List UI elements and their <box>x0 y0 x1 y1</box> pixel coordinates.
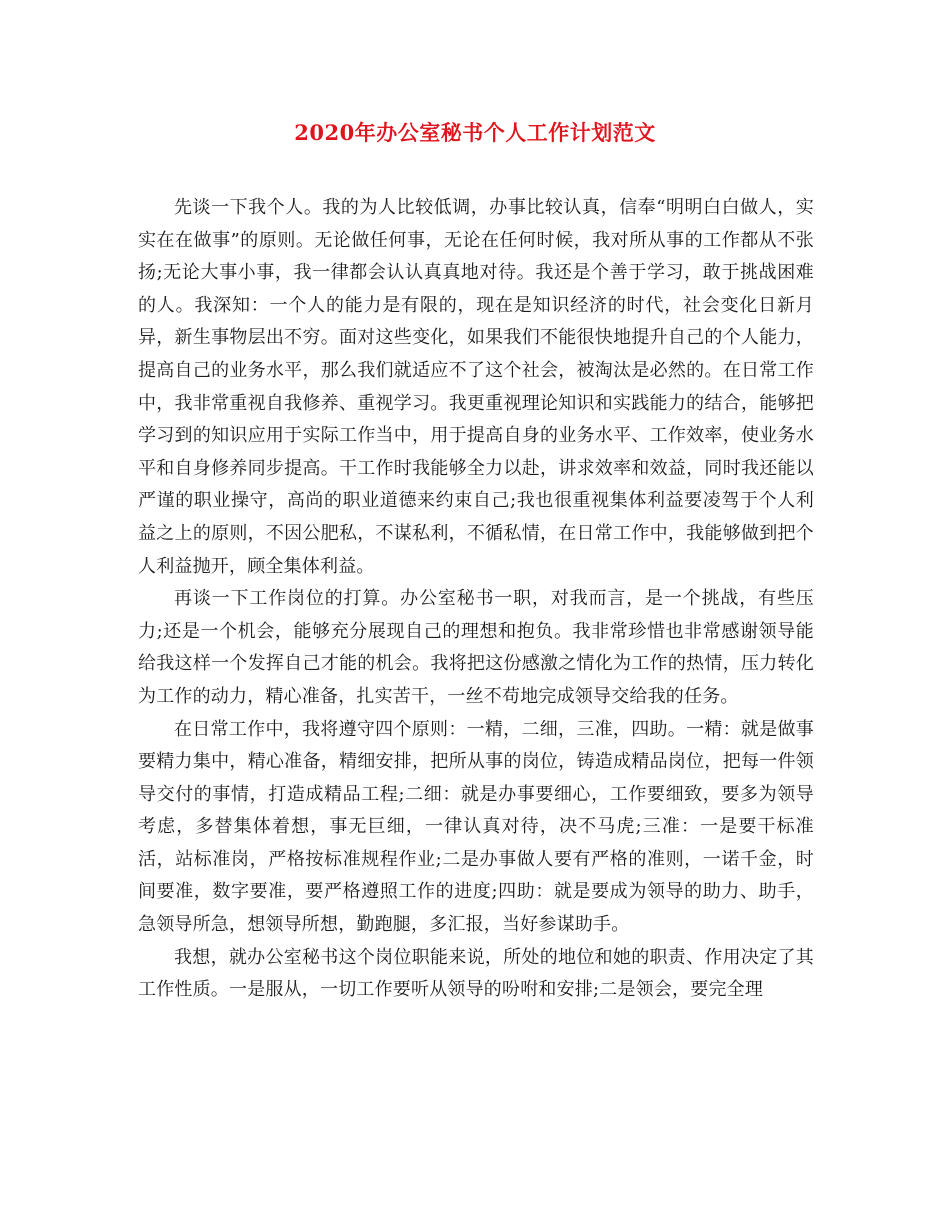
paragraph-job-nature: 我想，就办公室秘书这个岗位职能来说，所处的地位和她的职责、作用决定了其工作性质。一是服从，一切工作要听从领导的吩咐和安排;二是领会，要完全理 <box>138 946 814 1001</box>
paragraph-personal-intro: 先谈一下我个人。我的为人比较低调，办事比较认真，信奉“明明白白做人，实实在在做事”的原则。无论做任何事，无论在任何时候，我对所从事的工作都从不张扬;无论大事小事，我一律都会认认真真地对待。我还是个善于学习，敢于挑战困难的人。我深知：一个人的能力是有限的，现在是知识经济的时代，社会变化日新月异，新生事物层出不穷。面对这些变化，如果我们不能很快地提升自己的个人能力，提高自己的业务水平，那么我们就适应不了这个社会，被淘汰是必然的。在日常工作中，我非常重视自我修养、重视学习。我更重视理论知识和实践能力的结合，能够把学习到的知识应用于实际工作当中，用于提高自身的业务水平、工作效率，使业务水平和自身修养同步提高。干工作时我能够全力以赴，讲求效率和效益，同时我还能以严谨的职业操守，高尚的职业道德来约束自己;我也很重视集体利益要凌驾于个人利益之上的原则，不因公肥私，不谋私利，不循私情，在日常工作中，我能够做到把个人利益抛开，顾全集体利益。 <box>138 197 814 577</box>
paragraph-job-plan: 再谈一下工作岗位的打算。办公室秘书一职，对我而言，是一个挑战，有些压力;还是一个机会，能够充分展现自己的理想和抱负。我非常珍惜也非常感谢领导能给我这样一个发挥自己才能的机会。我将把这份感激之情化为工作的热情，压力转化为工作的动力，精心准备，扎实苦干，一丝不苟地完成领导交给我的任务。 <box>138 588 814 707</box>
document-title: 2020年办公室秘书个人工作计划范文 <box>294 120 656 145</box>
paragraph-four-principles: 在日常工作中，我将遵守四个原则：一精，二细，三准，四助。一精：就是做事要精力集中，精心准备，精细安排，把所从事的岗位，铸造成精品岗位，把每一件领导交付的事情，打造成精品工程;二细：就是办事要细心，工作要细致，要多为领导考虑，多替集体着想，事无巨细，一律认真对待，决不马虎;三准：一是要干标准活，站标准岗，严格按标准规程作业;二是办事做人要有严格的准则，一诺千金，时间要准，数字要准，要严格遵照工作的进度;四助：就是要成为领导的助力、助手，急领导所急，想领导所想，勤跑腿，多汇报，当好参谋助手。 <box>138 718 814 936</box>
document-body <box>138 192 814 1007</box>
